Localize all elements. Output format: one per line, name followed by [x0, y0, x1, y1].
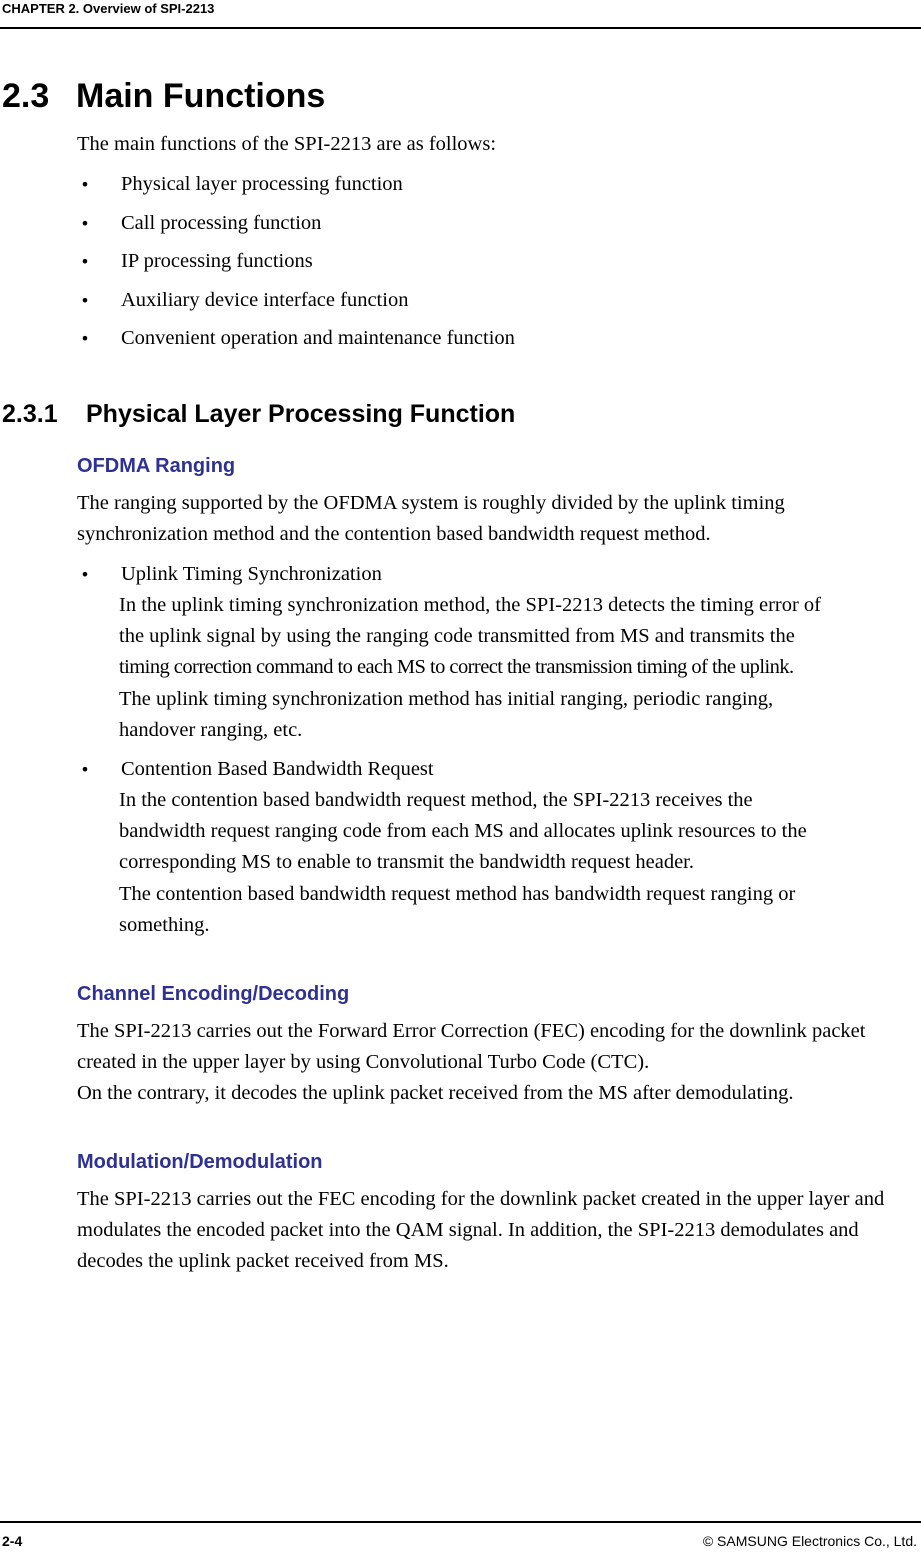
list-item	[77, 323, 877, 362]
list-item-text: Auxiliary device interface function	[121, 288, 409, 311]
list-item-text: Physical layer processing function	[121, 173, 403, 195]
body-line: In the contention based bandwidth request method, the SPI-2213 receives the	[119, 789, 753, 811]
bullet-icon: •	[80, 175, 90, 194]
bullet-icon: •	[80, 290, 90, 310]
subsection-heading	[2, 396, 515, 432]
bullet-icon: •	[80, 565, 90, 584]
channel-heading: Channel Encoding/Decoding	[77, 983, 350, 1005]
section-number: 2.3	[2, 77, 50, 115]
list-item	[77, 208, 877, 247]
body-line: The uplink timing synchronization method has initial ranging, periodic ranging,	[119, 687, 774, 710]
list-item	[77, 246, 877, 285]
item-body	[119, 785, 913, 941]
list-item	[77, 285, 877, 324]
item-body	[119, 590, 913, 746]
subsection-number: 2.3.1	[2, 400, 58, 428]
contention-bandwidth-item	[77, 754, 913, 941]
body-line: something.	[119, 913, 210, 936]
subsection-title: Physical Layer Processing Function	[86, 400, 516, 428]
item-title	[77, 754, 913, 785]
item-title-text: Uplink Timing Synchronization	[121, 563, 382, 585]
bullet-icon: •	[80, 213, 90, 233]
item-title-text: Contention Based Bandwidth Request	[121, 758, 434, 780]
channel-text-2: On the contrary, it decodes the uplink packet received from the MS after demodulating.	[77, 1082, 794, 1104]
list-item-text: Call processing function	[121, 211, 322, 234]
item-title	[77, 559, 913, 590]
page-header	[0, 0, 921, 29]
ofdma-intro: The ranging supported by the OFDMA system is roughly divided by the uplink timing synchronization method and the contention based bandwidth request method.	[77, 492, 785, 545]
body-line: handover ranging, etc.	[119, 718, 303, 741]
bullet-icon: •	[80, 329, 90, 349]
uplink-timing-item	[77, 559, 913, 746]
page-footer	[0, 1521, 921, 1553]
modulation-text: The SPI-2213 carries out the FEC encoding for the downlink packet created in the upper layer and modulates the encoded packet into the QAM signal. In addition, the SPI-2213 demodulates and decodes the uplink packet received from MS.	[77, 1188, 885, 1272]
list-item-text: IP processing functions	[121, 250, 313, 273]
ofdma-heading: OFDMA Ranging	[77, 455, 236, 477]
bullet-icon: •	[80, 760, 90, 779]
section-intro: The main functions of the SPI-2213 are as follows:	[77, 133, 497, 155]
body-line: The contention based bandwidth request method has bandwidth request ranging or	[119, 882, 796, 905]
body-line: bandwidth request ranging code from each MS and allocates uplink resources to the	[119, 820, 807, 843]
body-line: timing correction command to each MS to correct the transmission timing of the uplink.	[119, 656, 794, 679]
copyright: © SAMSUNG Electronics Co., Ltd.	[702, 1533, 917, 1549]
body-line: corresponding MS to enable to transmit the bandwidth request header.	[119, 851, 695, 874]
channel-text: The SPI-2213 carries out the Forward Error Correction (FEC) encoding for the downlink packet created in the upper layer by using Convolutional Turbo Code (CTC).	[77, 1020, 866, 1073]
section-heading	[2, 74, 325, 118]
list-item-text: Convenient operation and maintenance function	[121, 327, 515, 350]
page-number: 2-4	[2, 1533, 23, 1549]
main-functions-list	[77, 169, 877, 362]
chapter-title: CHAPTER 2. Overview of SPI-2213	[2, 1, 215, 16]
list-item	[77, 169, 877, 208]
section-title: Main Functions	[76, 77, 326, 115]
body-line: the uplink signal by using the ranging code transmitted from MS and transmits the	[119, 625, 795, 648]
body-line: In the uplink timing synchronization method, the SPI-2213 detects the timing error of	[119, 594, 821, 616]
modulation-heading: Modulation/Demodulation	[77, 1151, 323, 1173]
bullet-icon: •	[80, 252, 90, 272]
